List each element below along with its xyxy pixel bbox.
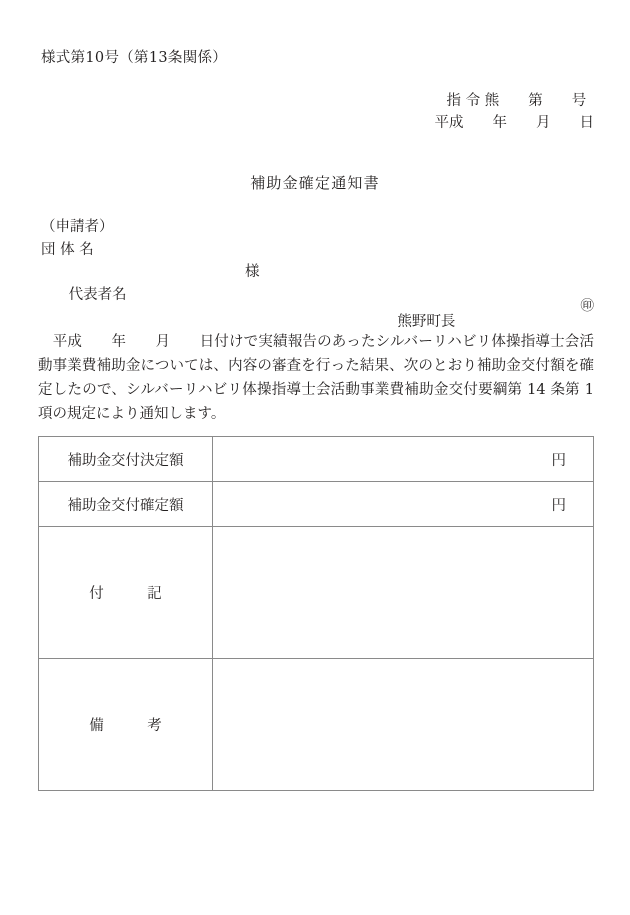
body-paragraph-text: 平成 年 月 日付けで実績報告のあったシルバーリハビリ体操指導士会活動事業費補助金については、内容の審査を行った結果、次のとおり補助金交付額を確定したので、シルバーリハビリ体操指導士会活動事業費補助金交付要綱第 14 条第 1 項の規定により通知します。 xyxy=(38,334,599,422)
applicant-heading: （申請者） xyxy=(41,219,114,235)
table-row xyxy=(39,482,594,527)
form-number: 様式第10号（第13条関係） xyxy=(41,50,228,66)
document-date-line: 平成 年 月 日 xyxy=(434,115,594,131)
seal-icon: ㊞ xyxy=(580,298,594,314)
document-number-line: 指 令 熊 第 号 xyxy=(446,93,587,109)
organization-name-label: 団 体 名 xyxy=(41,241,94,258)
table-row-value[interactable] xyxy=(213,659,594,791)
subsidy-table xyxy=(38,436,594,791)
table-row-value[interactable]: 円 xyxy=(213,437,594,482)
table-row-label: 補助金交付決定額 xyxy=(39,437,213,482)
table-row-label: 付 記 xyxy=(39,527,213,659)
table-row-value[interactable]: 円 xyxy=(213,482,594,527)
table-row xyxy=(39,437,594,482)
representative-name-label: 代表者名 xyxy=(68,286,127,303)
table-row xyxy=(39,527,594,659)
issuer-name: 熊野町長 xyxy=(397,314,456,330)
subsidy-table-body xyxy=(39,437,594,791)
page-title: 補助金確定通知書 xyxy=(250,174,380,192)
honorific-sama: 様 xyxy=(245,264,260,280)
document-number-block xyxy=(435,90,595,134)
table-row-value[interactable] xyxy=(213,527,594,659)
table-row xyxy=(39,659,594,791)
body-paragraph xyxy=(38,330,599,426)
table-row-label: 補助金交付確定額 xyxy=(39,482,213,527)
table-row-label: 備 考 xyxy=(39,659,213,791)
